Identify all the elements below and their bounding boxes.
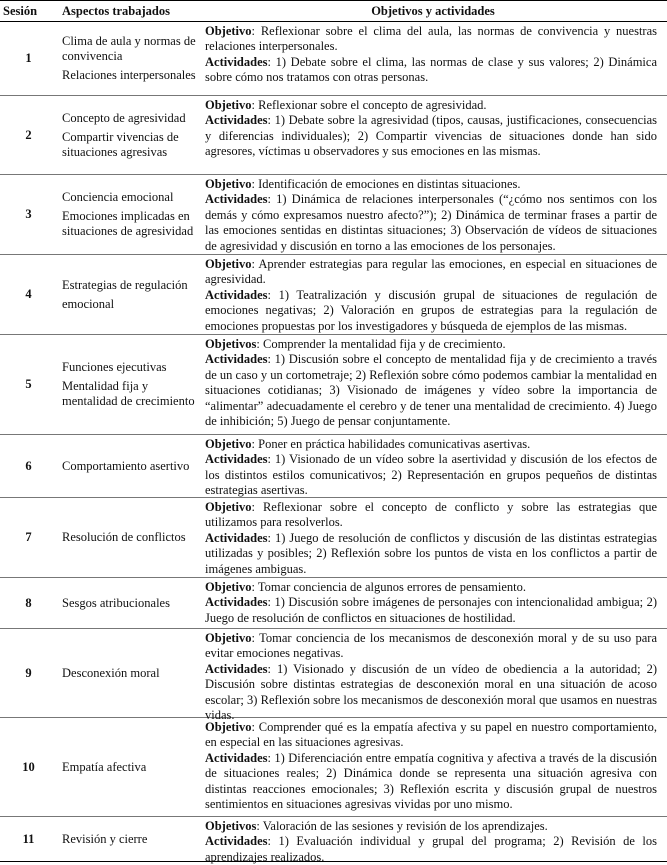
session-number: 1 (25, 51, 32, 65)
aspect-item: Comportamiento asertivo (62, 458, 190, 473)
objective-text: Objetivo: Poner en práctica habilidades comunicativas asertivas. (205, 437, 531, 451)
session-number: 7 (25, 530, 32, 544)
activities-text: Actividades: 1) Discusión sobre el concepto de mentalidad fija y de crecimiento a través de un caso y un cortometraje; 2) Reflexión sobre cómo podemos cambiar la mentalidad en situaciones cotidianas; 3) Visionado de imágenes y vídeo sobre la importancia de “alimentar” adecuadamente el cerebro y de tener una mentalidad de crecimiento. 4) Juego de inhibición; 5) Juego de pensar conjuntamente. (205, 352, 657, 429)
aspect-item: Desconexión moral (62, 665, 160, 680)
aspect-item: Resolución de conflictos (62, 530, 186, 544)
objective-label: Objetivos (205, 337, 257, 351)
objective-text: Objetivos: Valoración de las sesiones y revisión de los aprendizajes. (205, 819, 548, 833)
table-row (0, 435, 667, 498)
aspect-item: emocional (62, 296, 115, 311)
objectives-cell (205, 720, 657, 812)
objective-text: Objetivo: Reflexionar sobre el concepto de agresividad. (205, 98, 487, 112)
activities-label: Actividades (205, 192, 268, 207)
table-row (0, 22, 667, 96)
aspects-cell (62, 498, 200, 577)
objective-text: Objetivo: Aprender estrategias para regular las emociones, en especial en situaciones de agresividad. (205, 257, 657, 287)
activities-text: Actividades: 1) Visionado y discusión de un vídeo de obediencia a la autoridad; 2) Discusión sobre distintas estrategias de desconexión moral en una situación de acoso escolar; 3) Reflexión sobre los mecanismos de desconexión moral que usamos en nuestras vidas. (205, 661, 657, 723)
objective-label: Objetivo (205, 720, 252, 734)
objective-label: Objetivo (205, 257, 252, 271)
objective-text: Objetivo: Reflexionar sobre el concepto de conflicto y sobre las estrategias que utilizamos para resolverlos. (205, 500, 657, 530)
aspects-cell (62, 335, 200, 434)
activities-label: Actividades (205, 750, 268, 765)
session-number: 4 (25, 287, 32, 301)
objectives-cell (205, 580, 657, 626)
session-number: 11 (22, 831, 35, 846)
activities-text: Actividades: 1) Evaluación individual y grupal del programa; 2) Revisión de los aprendizajes realizados. (205, 834, 657, 864)
objectives-cell (205, 257, 657, 334)
table-row (0, 817, 667, 862)
objective-text: Objetivo: Identificación de emociones en distintas situaciones. (205, 177, 521, 191)
aspects-cell (62, 175, 200, 254)
objective-label: Objetivo (205, 24, 252, 38)
aspects-cell (62, 435, 200, 497)
aspect-item: Mentalidad fija y mentalidad de crecimiento (62, 379, 195, 408)
activities-text: Actividades: 1) Diferenciación entre empatía cognitiva y afectiva a través de la discusión de situaciones reales; 2) Dinámica donde se representa una situación agresiva con distintas reacciones emocionales; 3) Reflexión escrita y discusión grupal de nuestros sentimientos en situaciones agresivas vividas por uno mismo. (205, 750, 657, 812)
objective-text: Objetivo: Tomar conciencia de algunos errores de pensamiento. (205, 580, 527, 594)
aspects-cell (62, 96, 200, 174)
session-number: 3 (25, 207, 32, 221)
session-number: 9 (25, 665, 32, 680)
aspect-item: Estrategias de regulación (62, 277, 188, 292)
aspects-cell (62, 578, 200, 628)
table-row (0, 255, 667, 335)
activities-text: Actividades: 1) Teatralización y discusión grupal de situaciones de regulación de emociones negativas; 2) Valoración en grupos de estrategias para la regulación de emociones propuestas por los investigadores y búsqueda de ejemplos de las mismas. (205, 287, 657, 333)
objectives-cell (205, 819, 657, 865)
session-number: 8 (25, 595, 32, 610)
objectives-cell (205, 437, 657, 499)
table-row (0, 335, 667, 435)
aspects-cell (62, 629, 200, 717)
objective-label: Objetivo (205, 98, 252, 112)
objective-label: Objetivo (205, 500, 252, 514)
objective-text: Objetivos: Comprender la mentalidad fija y de crecimiento. (205, 337, 506, 351)
table-row (0, 629, 667, 723)
aspect-item: Revisión y cierre (62, 831, 148, 846)
header-aspects: Aspectos trabajados (62, 4, 170, 18)
aspect-item: Compartir vivencias de situaciones agresivas (62, 129, 179, 159)
session-number: 5 (25, 377, 32, 391)
aspect-item: Clima de aula y normas de convivencia (62, 34, 196, 63)
objective-text: Objetivo: Tomar conciencia de los mecanismos de desconexión moral y de su uso para evitar emociones negativas. (205, 631, 657, 661)
activities-label: Actividades (205, 54, 268, 69)
activities-text: Actividades: 1) Dinámica de relaciones interpersonales (“¿cómo nos sentimos con los demás y cómo expresamos nuestro afecto?”); 2) Dinámica de terminar frases a partir de las emociones sentidas en distintas situaciones; 3) Observación de vídeos de situaciones de agresividad y discusión en torno a las emociones de los personajes. (205, 192, 657, 253)
table-row (0, 498, 667, 578)
aspect-item: Relaciones interpersonales (62, 68, 196, 82)
activities-label: Actividades (205, 595, 268, 610)
objectives-cell (205, 24, 657, 86)
session-number: 10 (22, 759, 35, 774)
session-number: 2 (25, 127, 32, 142)
aspect-item: Funciones ejecutivas (62, 360, 167, 374)
objectives-cell (205, 98, 657, 160)
activities-label: Actividades (205, 287, 268, 302)
activities-label: Actividades (205, 352, 268, 367)
activities-text: Actividades: 1) Debate sobre la agresividad (tipos, causas, justificaciones, consecuencias y diferencias individuales); 2) Compartir vivencias de situaciones donde han sido agresores, víctimas u observadores y sus emociones en las mismas. (205, 113, 657, 159)
activities-label: Actividades (205, 113, 268, 128)
header-session: Sesión (3, 4, 38, 18)
aspect-item: Concepto de agresividad (62, 110, 186, 125)
aspects-cell (62, 817, 200, 861)
table-row (0, 96, 667, 175)
aspect-item: Conciencia emocional (62, 190, 174, 204)
aspect-item: Empatía afectiva (62, 759, 147, 774)
activities-text: Actividades: 1) Discusión sobre imágenes de personajes con intencionalidad ambigua; 2) Juego de resolución de conflictos en situaciones de hostilidad. (205, 595, 657, 625)
objective-text: Objetivo: Reflexionar sobre el clima del aula, las normas de convivencia y nuestras relaciones interpersonales. (205, 24, 657, 54)
objectives-cell (205, 631, 657, 723)
table-row (0, 718, 667, 817)
aspects-cell (62, 718, 200, 816)
table-row (0, 578, 667, 629)
objective-label: Objetivos (205, 819, 257, 833)
activities-label: Actividades (205, 834, 268, 849)
table-body (0, 22, 667, 862)
objective-text: Objetivo: Comprender qué es la empatía afectiva y su papel en nuestro comportamiento, en especial en las situaciones agresivas. (205, 720, 657, 750)
activities-text: Actividades: 1) Visionado de un vídeo sobre la asertividad y discusión de los efectos de los distintos estilos comunicativos; 2) Representación en grupos pequeños de distintas estrategias asertivas. (205, 452, 657, 498)
aspects-cell (62, 22, 200, 95)
objectives-cell (205, 177, 657, 254)
objective-label: Objetivo (205, 580, 252, 594)
objective-label: Objetivo (205, 177, 252, 191)
aspect-item: Emociones implicadas en situaciones de agresividad (62, 209, 194, 238)
objective-label: Objetivo (205, 631, 252, 645)
activities-label: Actividades (205, 661, 268, 676)
header-objectives: Objetivos y actividades (371, 4, 495, 18)
objectives-cell (205, 500, 657, 577)
session-number: 6 (25, 458, 32, 473)
objectives-cell (205, 337, 657, 429)
activities-text: Actividades: 1) Debate sobre el clima, las normas de clase y sus valores; 2) Dinámica sobre cómo nos tratamos con otras personas. (205, 54, 657, 85)
activities-label: Actividades (205, 452, 268, 467)
activities-text: Actividades: 1) Juego de resolución de conflictos y discusión de las distintas estrategias utilizadas y posibles; 2) Reflexión sobre los puntos de vista en los conflictos a partir de imágenes ambiguas. (205, 530, 657, 576)
activities-label: Actividades (205, 530, 268, 545)
aspects-cell (62, 255, 200, 334)
table-row (0, 175, 667, 255)
objective-label: Objetivo (205, 437, 252, 451)
aspect-item: Sesgos atribucionales (62, 595, 170, 610)
table-header (0, 0, 667, 22)
